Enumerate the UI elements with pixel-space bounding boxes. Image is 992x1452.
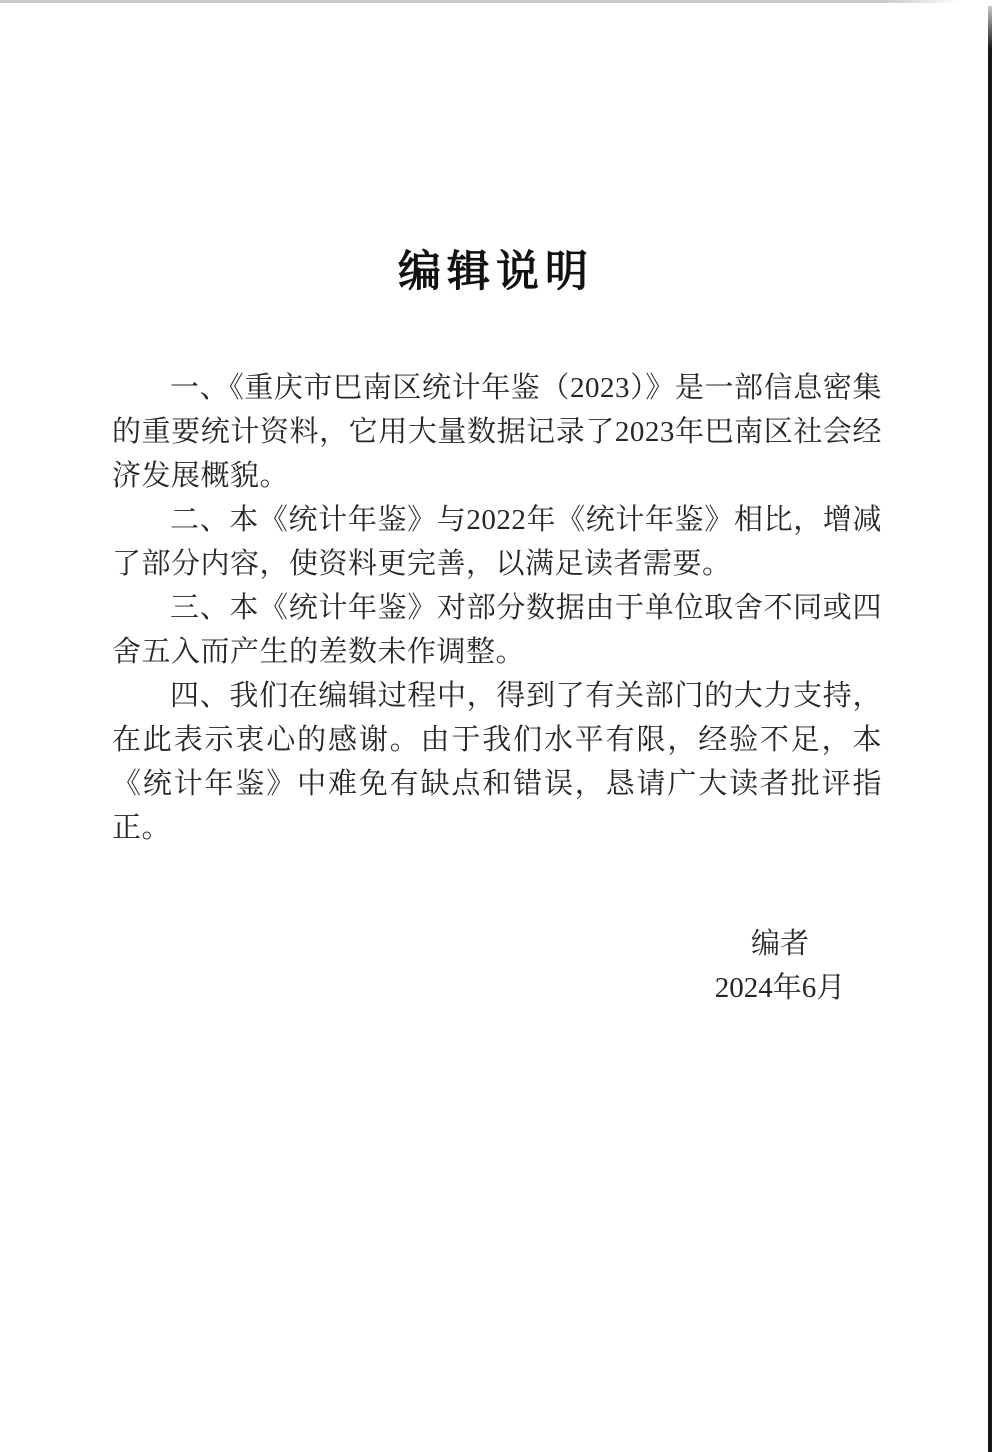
signature-date: 2024年6月 xyxy=(714,972,846,1004)
document-body xyxy=(112,366,882,850)
paragraph-4: 四、我们在编辑过程中，得到了有关部门的大力支持，在此表示衷心的感谢。由于我们水平有限，经验不足，本《统计年鉴》中难免有缺点和错误，恳请广大读者批评指正。 xyxy=(112,680,882,844)
scan-artifact-right-edge xyxy=(988,6,992,1452)
scan-artifact-top-edge xyxy=(0,0,960,3)
page-title: 编辑说明 xyxy=(398,249,594,296)
paragraph-1: 一、《重庆市巴南区统计年鉴（2023）》是一部信息密集的重要统计资料，它用大量数据记录了2023年巴南区社会经济发展概貌。 xyxy=(112,372,882,492)
signature-author: 编者 xyxy=(750,928,809,960)
paragraph-3: 三、本《统计年鉴》对部分数据由于单位取舍不同或四舍五入而产生的差数未作调整。 xyxy=(112,592,882,668)
paragraph-2: 二、本《统计年鉴》与2022年《统计年鉴》相比，增减了部分内容，使资料更完善，以满足读者需要。 xyxy=(112,504,882,580)
signature-block xyxy=(580,922,980,1010)
